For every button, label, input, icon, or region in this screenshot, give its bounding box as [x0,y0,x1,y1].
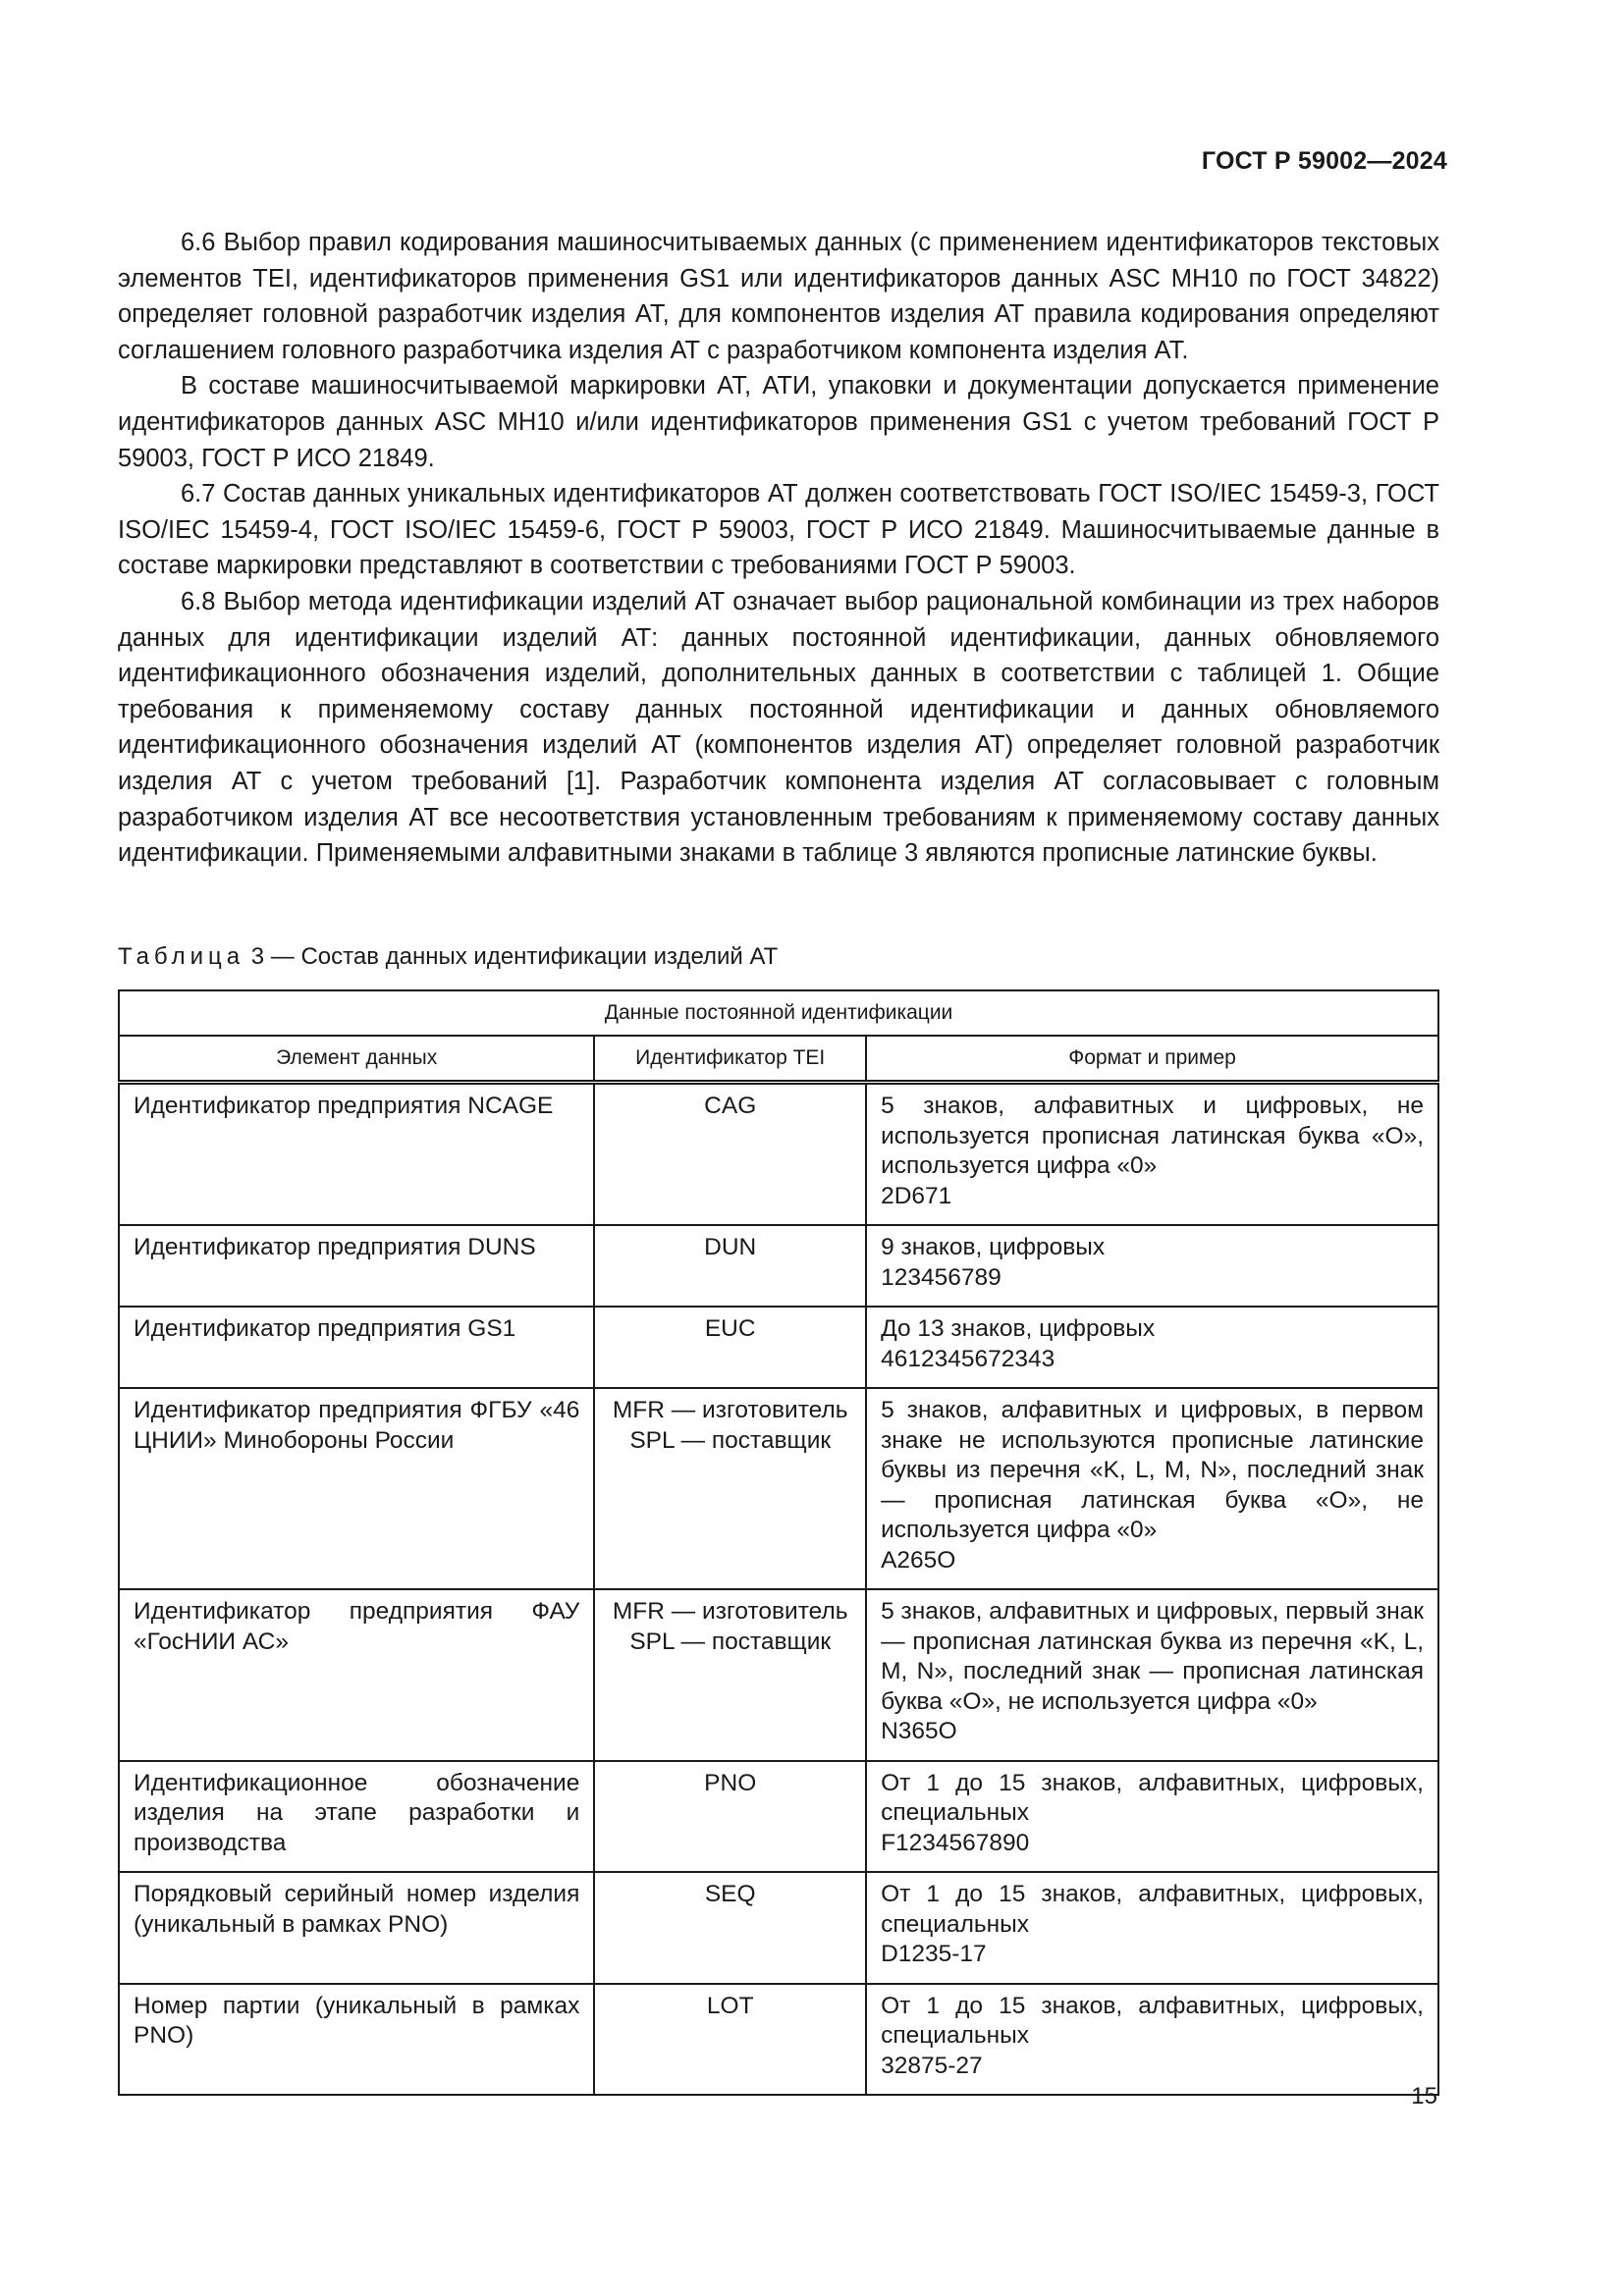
cell-tei-identifier [594,1307,866,1388]
format-example: N365O [881,1718,957,1744]
table-row [119,1984,1438,2096]
page-number: 15 [1411,2083,1437,2109]
cell-format-example [866,1984,1438,2096]
table-caption-label: Таблица [118,943,245,970]
format-description: От 1 до 15 знаков, алфавитных, цифровых, специальных [881,1769,1424,1826]
cell-data-element: Идентификационное обозначение изделия на этапе разработки и производства [119,1761,594,1873]
cell-tei-identifier [594,1225,866,1307]
format-example: D1235-17 [881,1941,987,1967]
cell-format-example [866,1589,1438,1761]
tei-code: PNO [704,1769,757,1796]
tei-code: DUN [704,1234,757,1260]
paragraph-6-6-cont: В составе машиносчитываемой маркировки АТ, АТИ, упаковки и документации допускается применение идентификаторов данных ASC MH10 и/или идентификаторов применения GS1 с учетом требований ГОСТ Р 59003, ГОСТ Р ИСО 21849. [118,372,1439,472]
cell-data-element: Идентификатор предприятия GS1 [119,1307,594,1388]
tei-code: MFR — изготовитель [612,1397,848,1423]
tei-code: LOT [706,1992,754,2019]
format-example: F1234567890 [881,1829,1030,1856]
format-description: 5 знаков, алфавитных и цифровых, первый знак — прописная латинская буква из перечня «K, L, M, N», последний знак — прописная латинская буква «О», не используется цифра «0» [881,1598,1424,1715]
cell-format-example [866,1083,1438,1226]
format-example: 2D671 [881,1182,952,1209]
cell-tei-identifier [594,1589,866,1761]
table-body [119,1083,1438,2096]
table-row [119,1872,1438,1984]
format-description: 5 знаков, алфавитных и цифровых, не используется прописная латинская буква «О», используется цифра «0» [881,1093,1424,1179]
body-text [118,225,1439,872]
paragraph-6-8: 6.8 Выбор метода идентификации изделий АТ означает выбор рациональной комбинации из трех наборов данных для идентификации изделий АТ: данных постоянной идентификации, данных обновляемого идентификационного обозначения изделий, дополнительных данных в соответствии с таблицей 1. Общие требования к применяемому составу данных постоянной идентификации и данных обновляемого идентификационного обозначения изделий АТ (компонентов изделия АТ) определяет головной разработчик изделия АТ с учетом требований [1]. Разработчик компонента изделия АТ согласовывает с головным разработчиком изделия АТ все несоответствия установленным требованиям к применяемому составу данных идентификации. Применяемыми алфавитными знаками в таблице 3 являются прописные латинские буквы. [118,587,1439,868]
tei-code: CAG [704,1093,757,1119]
cell-format-example [866,1225,1438,1307]
identification-table [118,989,1439,2096]
tei-code: EUC [704,1315,756,1342]
cell-tei-identifier [594,1761,866,1873]
format-example: 32875-27 [881,2052,983,2079]
format-description: 5 знаков, алфавитных и цифровых, в первом знаке не используются прописные латинские буквы из перечня «K, L, M, N», последний знак — прописная латинская буква «О», не используется цифра «0» [881,1397,1424,1543]
format-example: A265O [881,1546,956,1574]
cell-format-example [866,1872,1438,1984]
tei-code: SPL — поставщик [629,1426,832,1454]
cell-data-element: Порядковый серийный номер изделия (уникальный в рамках PNO) [119,1872,594,1984]
column-header-format: Формат и пример [866,1036,1438,1083]
page-header: ГОСТ Р 59002—2024 [1201,147,1447,175]
cell-format-example [866,1307,1438,1388]
format-description: До 13 знаков, цифровых [881,1315,1156,1342]
cell-tei-identifier [594,1083,866,1226]
format-example: 123456789 [881,1263,1001,1291]
table-caption-text: 3 — Состав данных идентификации изделий АТ [250,943,779,970]
cell-tei-identifier [594,1872,866,1984]
cell-data-element: Идентификатор предприятия NCAGE [119,1083,594,1226]
format-description: От 1 до 15 знаков, алфавитных, цифровых, специальных [881,1992,1424,2049]
column-header-tei: Идентификатор TEI [594,1036,866,1083]
cell-format-example [866,1388,1438,1589]
table-row [119,1589,1438,1761]
table-row [119,1388,1438,1589]
column-header-element: Элемент данных [119,1036,594,1083]
paragraph-6-6: 6.6 Выбор правил кодирования машиносчитываемых данных (с применением идентификаторов текстовых элементов TEI, идентификаторов применения GS1 или идентификаторов данных ASC MH10 по ГОСТ 34822) определяет головной разработчик изделия АТ, для компонентов изделия АТ правила кодирования определяют соглашением головного разработчика изделия АТ с разработчиком компонента изделия АТ. [118,229,1439,364]
tei-code: SEQ [704,1881,756,1907]
cell-data-element: Идентификатор предприятия ФГБУ «46 ЦНИИ» Минобороны России [119,1388,594,1589]
table-row [119,1761,1438,1873]
table-caption [118,942,778,972]
table-group-header: Данные постоянной идентификации [119,990,1438,1036]
paragraph-6-7: 6.7 Состав данных уникальных идентификаторов АТ должен соответствовать ГОСТ ISO/IEC 15459-3, ГОСТ ISO/IEC 15459-4, ГОСТ ISO/IEC 15459-6, ГОСТ Р 59003, ГОСТ Р ИСО 21849. Машиносчитываемые данные в составе маркировки представляют в соответствии с требованиями ГОСТ Р 59003. [118,480,1439,580]
tei-code: SPL — поставщик [629,1628,832,1655]
format-description: От 1 до 15 знаков, алфавитных, цифровых, специальных [881,1881,1424,1938]
table-row [119,1307,1438,1388]
cell-data-element: Идентификатор предприятия ФАУ «ГосНИИ АС» [119,1589,594,1761]
tei-code: MFR — изготовитель [612,1598,848,1625]
cell-tei-identifier [594,1388,866,1589]
cell-data-element: Номер партии (уникальный в рамках PNO) [119,1984,594,2096]
format-example: 4612345672343 [881,1345,1056,1372]
cell-tei-identifier [594,1984,866,2096]
format-description: 9 знаков, цифровых [881,1234,1106,1260]
cell-data-element: Идентификатор предприятия DUNS [119,1225,594,1307]
table-row [119,1225,1438,1307]
cell-format-example [866,1761,1438,1873]
table-row [119,1083,1438,1226]
